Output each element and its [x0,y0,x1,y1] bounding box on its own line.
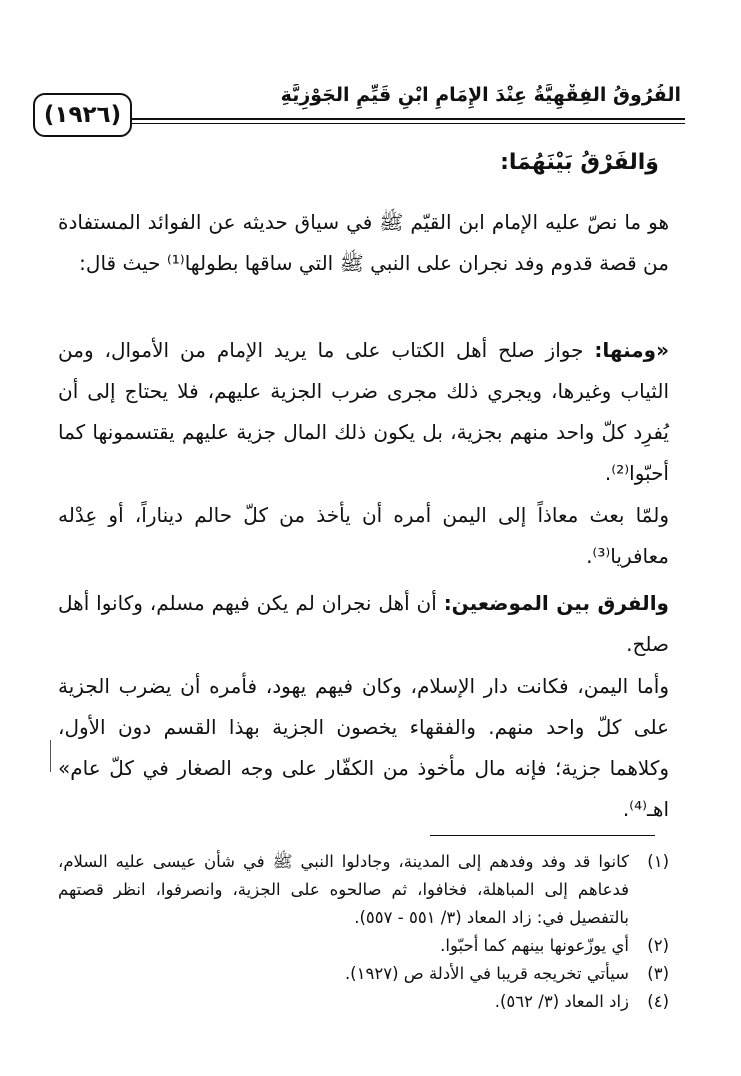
footnote-2 [58,932,669,960]
margin-mark [50,740,51,772]
footnote-text: سيأتي تخريجه قريبا في الأدلة ص (١٩٢٧). [344,964,629,983]
paragraph-4 [58,583,669,665]
footnotes [58,848,669,1016]
section-heading: وَالفَرْقُ بَيْنَهُمَا: [500,150,659,175]
paragraph-2-body: جواز صلح أهل الكتاب على ما يريد الإمام من الأموال، ومن الثياب وغيرها، ويجري ذلك مجرى ضرب الجزية عليهم، فلا يحتاج إلى أن يُفرِد كلّ واحد منهم بجزية، بل يكون ذلك المال جزية عليهم يقتسمونها كما أحبّوا⁽²⁾. [58,338,669,485]
paragraph-3: ولمّا بعث معاذاً إلى اليمن أمره أن يأخذ من كلّ حالم ديناراً، أو عِدْله معافريا⁽³⁾. [58,503,669,568]
running-title: الفُرُوقُ الفِقْهِيَّةُ عِنْدَ الإِمَامِ ابْنِ قَيِّمِ الجَوْزِيَّةِ [280,84,681,106]
footnote-text: كانوا قد وفد وفدهم إلى المدينة، وجادلوا النبي ﷺ في شأن عيسى عليه السلام، فدعاهم إلى المباهلة، فخافوا، ثم صالحوه على الجزية، وانصرفوا، انظر قصتهم بالتفصيل في: زاد المعاد (٣/ ٥٥١ - ٥٥٧). [58,852,629,927]
footnote-text: أي يوزّعونها بينهم كما أحبّوا. [440,936,629,955]
footnote-text: زاد المعاد (٣/ ٥٦٢). [494,992,629,1011]
footnote-mark: (١) [647,852,669,871]
footnote-1 [58,848,669,932]
paragraph-2 [58,330,669,494]
footnote-mark: (٤) [647,992,669,1011]
footnote-mark: (٣) [647,964,669,983]
header-rule-thin [60,123,685,124]
paragraph-5: وأما اليمن، فكانت دار الإسلام، وكان فيهم يهود، فأمره أن يضرب الجزية على كلّ واحد منهم. والفقهاء يخصون الجزية بهذا القسم دون الأول، وكلاهما جزية؛ فإنه مال مأخوذ من الكفّار على وجه الصغار في كلّ عام» اهـ⁽⁴⁾. [58,674,669,821]
header-rule [60,118,685,120]
paragraph-4-body: أن أهل نجران لم يكن فيهم مسلم، وكانوا أهل صلح. [58,591,669,656]
footnote-3 [58,960,669,988]
paragraph-1: هو ما نصّ عليه الإمام ابن القيّم ﷺ في سياق حديثه عن الفوائد المستفادة من قصة قدوم وفد نجران على النبي ﷺ التي ساقها بطولها⁽¹⁾ حيث قال: [58,210,669,275]
paragraph-4-lead: والفرق بين الموضعين: [443,591,669,615]
footnote-mark: (٢) [647,936,669,955]
footnote-4 [58,988,669,1016]
page-number: (١٩٢٦) [33,93,132,137]
footnote-separator [430,835,655,836]
paragraph-2-lead: «ومنها: [594,338,669,362]
